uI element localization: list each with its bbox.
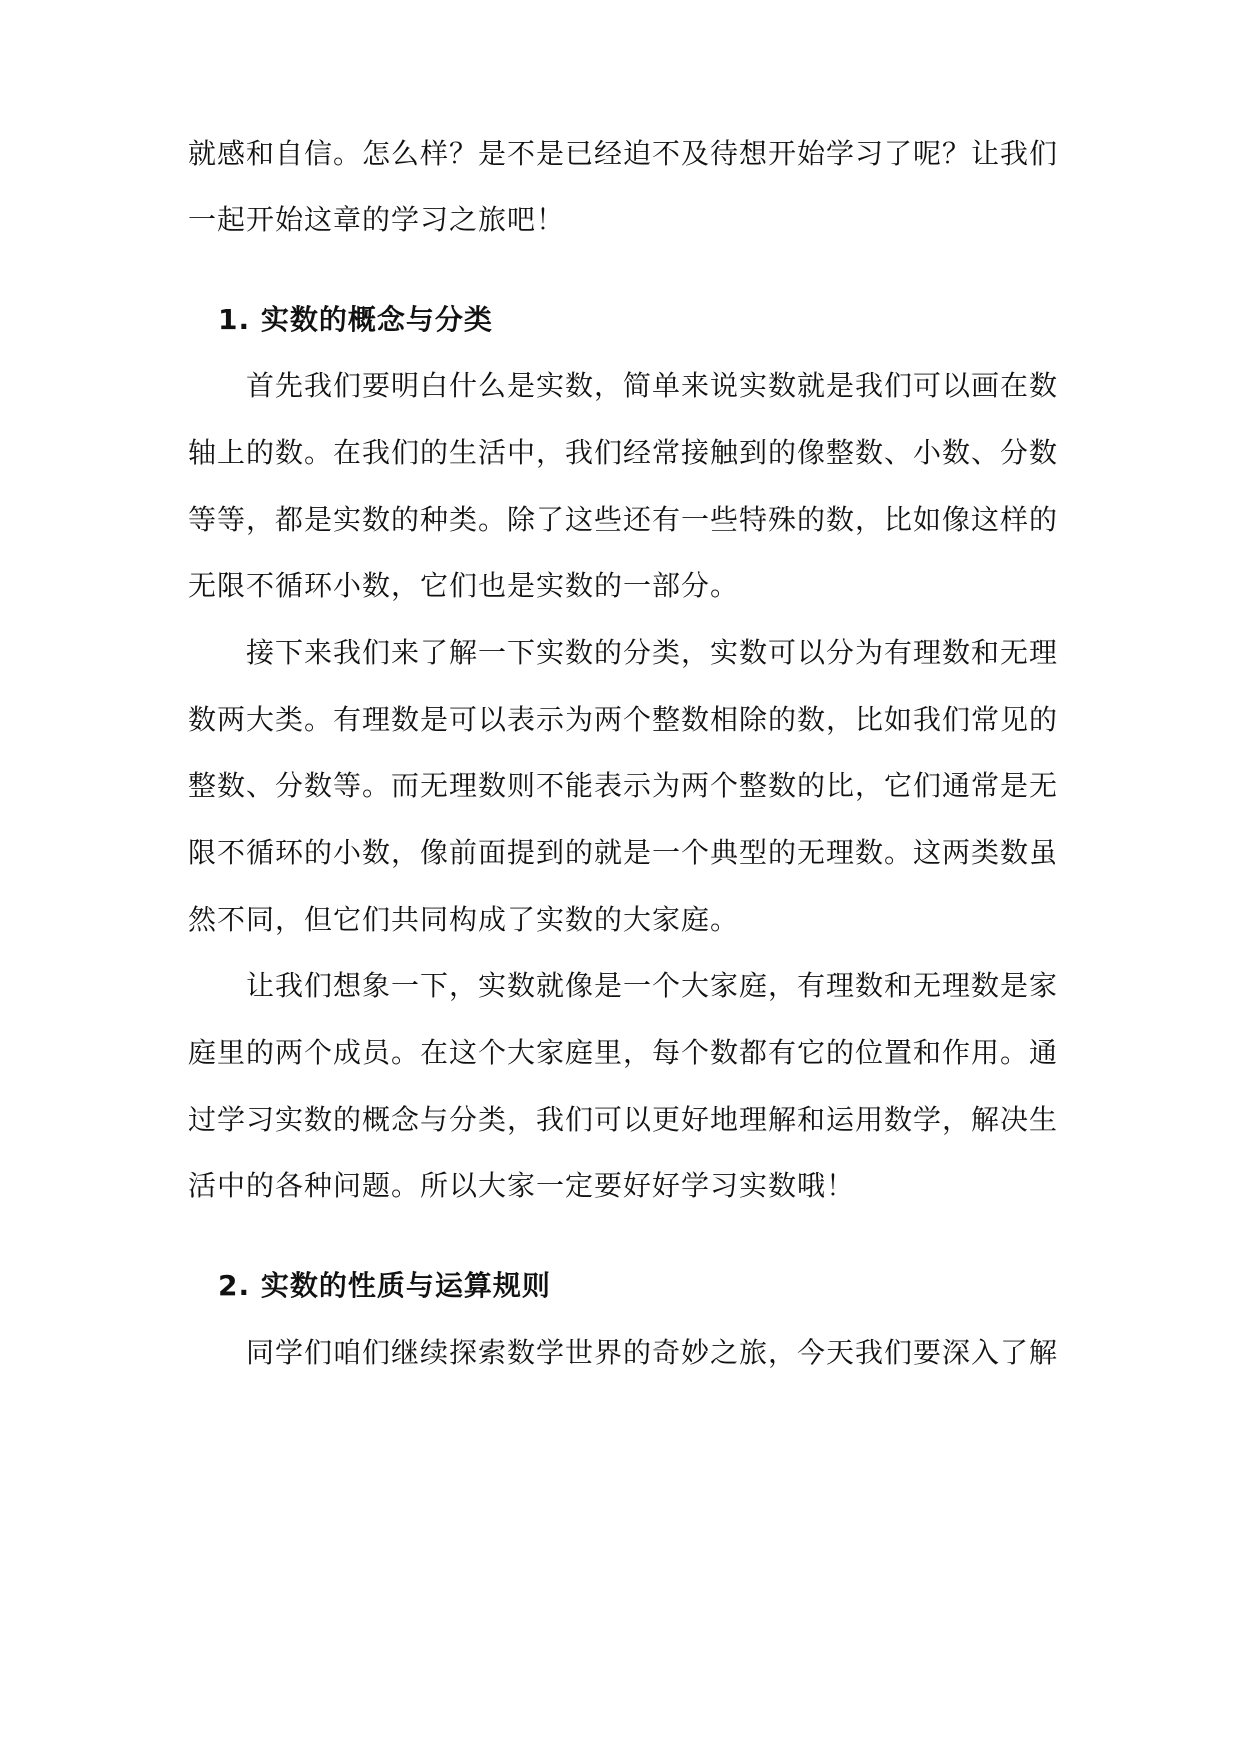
- s1-p1-line-4: 无限不循环小数，它们也是实数的一部分。: [188, 569, 740, 602]
- s1-p3-line-1: 让我们想象一下，实数就像是一个大家庭，有理数和无理数是家: [246, 969, 1058, 1002]
- section-1-heading: 1. 实数的概念与分类: [218, 303, 493, 336]
- s1-p1-line-2: 轴上的数。在我们的生活中，我们经常接触到的像整数、小数、分数: [188, 436, 1058, 469]
- s1-p2-line-2: 数两大类。有理数是可以表示为两个整数相除的数，比如我们常见的: [188, 703, 1058, 736]
- intro-line-2: 一起开始这章的学习之旅吧！: [188, 203, 566, 236]
- s1-p3-line-3: 过学习实数的概念与分类，我们可以更好地理解和运用数学，解决生: [188, 1103, 1058, 1136]
- s1-p3-line-4: 活中的各种问题。所以大家一定要好好学习实数哦！: [188, 1169, 856, 1202]
- s1-p2-line-4: 限不循环的小数，像前面提到的就是一个典型的无理数。这两类数虽: [188, 836, 1058, 869]
- s1-p2-line-3: 整数、分数等。而无理数则不能表示为两个整数的比，它们通常是无: [188, 769, 1058, 802]
- intro-line-1: 就感和自信。怎么样？是不是已经迫不及待想开始学习了呢？让我们: [188, 137, 1058, 170]
- s1-p1-line-1: 首先我们要明白什么是实数，简单来说实数就是我们可以画在数: [246, 369, 1058, 402]
- s1-p2-line-5: 然不同，但它们共同构成了实数的大家庭。: [188, 903, 740, 936]
- section-2-heading: 2. 实数的性质与运算规则: [218, 1269, 551, 1302]
- s2-p1-line-1: 同学们咱们继续探索数学世界的奇妙之旅，今天我们要深入了解: [246, 1336, 1058, 1369]
- s1-p2-line-1: 接下来我们来了解一下实数的分类，实数可以分为有理数和无理: [246, 636, 1058, 669]
- s1-p3-line-2: 庭里的两个成员。在这个大家庭里，每个数都有它的位置和作用。通: [188, 1036, 1058, 1069]
- s1-p1-line-3: 等等，都是实数的种类。除了这些还有一些特殊的数，比如像这样的: [188, 503, 1058, 536]
